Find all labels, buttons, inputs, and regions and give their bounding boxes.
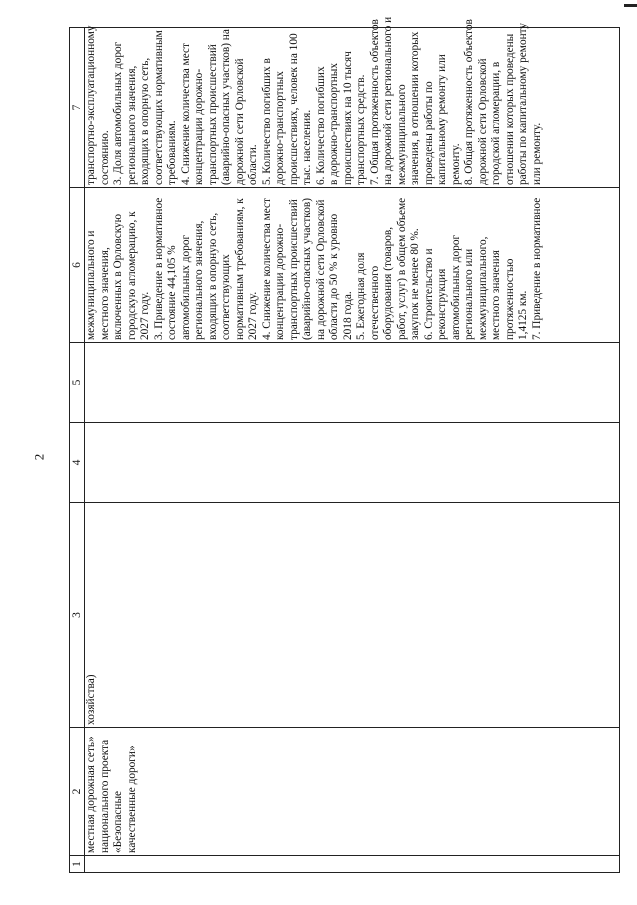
cell-text-line: 2018 года. [341,291,354,340]
header-col-5: 5 [70,343,85,423]
cell-text-line: протяженностью [503,258,516,340]
cell-text-line: местная дорожная сеть» [85,736,97,853]
cell-text-line: 7. Общая протяженность объектов [368,19,381,185]
measures-table [69,16,620,873]
header-col-2: 2 [70,728,85,856]
cell-text-line: в дорожно-транспортных [328,62,340,185]
cell-text-line: состоянию. [98,130,111,185]
cell-text-line: значения, в отношении которых [409,31,421,185]
cell-col-7 [85,16,620,188]
cell-text-line: транспортных происшествий [287,199,300,340]
cell-text-line: дорожно-транспортных [274,71,286,185]
table-row [85,28,620,873]
cell-text-line: реконструкция [436,268,448,340]
cell-text-line: области. [247,144,259,185]
cell-text-line: 4. Снижение количества мест [179,43,192,185]
header-col-4: 4 [70,423,85,503]
cell-text-line: межмуниципального, [476,236,489,340]
cell-text-line: отечественного [368,265,381,340]
cell-text-line: городскую агломерацию, к [125,211,138,340]
cell-text-line: работ, услуг) в общем объеме [395,197,408,340]
cell-col-5 [85,343,620,423]
cell-text-line: 3. Приведение в нормативное [152,197,165,340]
cell-text-line: качественные дороги» [125,745,138,853]
cell-text-line: (аварийно-опасных участков) [301,198,313,340]
cell-text-line: 6. Строительство и [422,248,435,340]
header-col-3: 3 [70,503,85,728]
cell-text-line: проведены работы по [422,81,435,185]
cell-text-line: ремонту. [449,143,462,185]
cell-text-line: оборудования (товаров, [382,226,394,340]
cell-text-line: работы по капитальному ремонту [517,22,529,185]
cell-text-line: 8. Общая протяженность объектов [463,19,475,185]
cell-text-line: нормативным требованиям, к [233,198,246,340]
cell-text-line: межмуниципального [395,84,408,185]
cell-col-4 [85,423,620,503]
cell-text-line: на дорожной сети регионального и [382,16,394,185]
cell-text-line: соответствующих нормативным [152,30,165,185]
cell-text-line: 7. Приведение в нормативное [530,197,543,340]
cell-text-line: «Безопасные [112,790,124,853]
cell-text-line: регионального значения, [193,220,205,340]
cell-col-3 [85,503,620,728]
header-row [70,28,85,873]
cell-text-line: городской агломерации, в [490,61,502,185]
cell-text-line: местного значения, [98,247,111,340]
cell-text-line: входящих в опорную сеть, [206,212,219,340]
cell-text-line: 4. Снижение количества мест [260,198,273,340]
cell-text-line: 6. Количество погибших [314,66,327,185]
cell-text-line: закупок не менее 80 %. [409,228,421,340]
cell-text-line: хозяйства) [85,674,97,725]
rotated-table-container [69,16,620,873]
cell-text-line: на дорожной сети Орловской [314,199,327,340]
cell-text-line: области до 50 % к уровню [328,213,340,340]
cell-text-line: транспортно-эксплуатационному [85,25,97,185]
cell-text-line: 1,4125 км. [517,290,529,340]
cell-text-line: происшествиях на 10 тысяч [341,51,354,185]
cell-text-line: автомобильных дорог [449,234,462,340]
cell-text-line: межмуниципального и [85,230,97,340]
scan-corner-mark [624,4,637,7]
cell-text-line: или ремонту. [530,122,543,185]
cell-text-line: дорожной сети Орловской [476,58,489,185]
cell-text-line: местного значения [490,250,502,340]
cell-text-line: регионального или [463,248,475,340]
cell-text-line: 2027 году. [139,291,151,340]
cell-text-line: 5. Количество погибших в [260,58,273,185]
cell-text-line: концентрации дорожно- [274,223,286,340]
cell-text-line: состояние 44,105 % [166,245,178,340]
cell-text-line: транспортных средств. [355,74,367,185]
cell-text-line: включенных в Орловскую [112,213,124,340]
cell-text-line: дорожной сети Орловской [233,58,246,185]
header-col-1: 1 [70,856,85,873]
cell-text-line: транспортных происшествий [206,44,219,185]
cell-text-line: национального проекта [98,739,111,853]
cell-col-1 [85,856,620,873]
cell-text-line: 2027 году. [247,291,259,340]
page-number: 2 [31,453,47,461]
cell-text-line: требованиям. [166,120,178,185]
cell-text-line: тыс. населения. [301,109,313,185]
cell-text-line: капитальному ремонту или [436,54,448,185]
header-col-6: 6 [70,188,85,343]
cell-text-line: 5. Ежегодная доля [355,252,367,340]
cell-text-line: входящих в опорную сеть, [139,57,151,185]
cell-text-line: происшествиях, человек на 100 [287,33,300,185]
cell-text-line: (аварийно-опасных участков) на [220,29,232,185]
cell-text-line: автомобильных дорог [179,234,192,340]
cell-col-6 [85,188,620,343]
cell-col-2 [85,728,620,856]
cell-text-line: 3. Доля автомобильных дорог [112,41,124,185]
cell-text-line: концентрации дорожно- [193,68,205,185]
header-col-7: 7 [70,28,85,188]
cell-text-line: регионального значения, [125,65,138,185]
cell-text-line: соответствующих [220,254,232,340]
cell-text-line: отношении которых проведены [503,33,516,185]
